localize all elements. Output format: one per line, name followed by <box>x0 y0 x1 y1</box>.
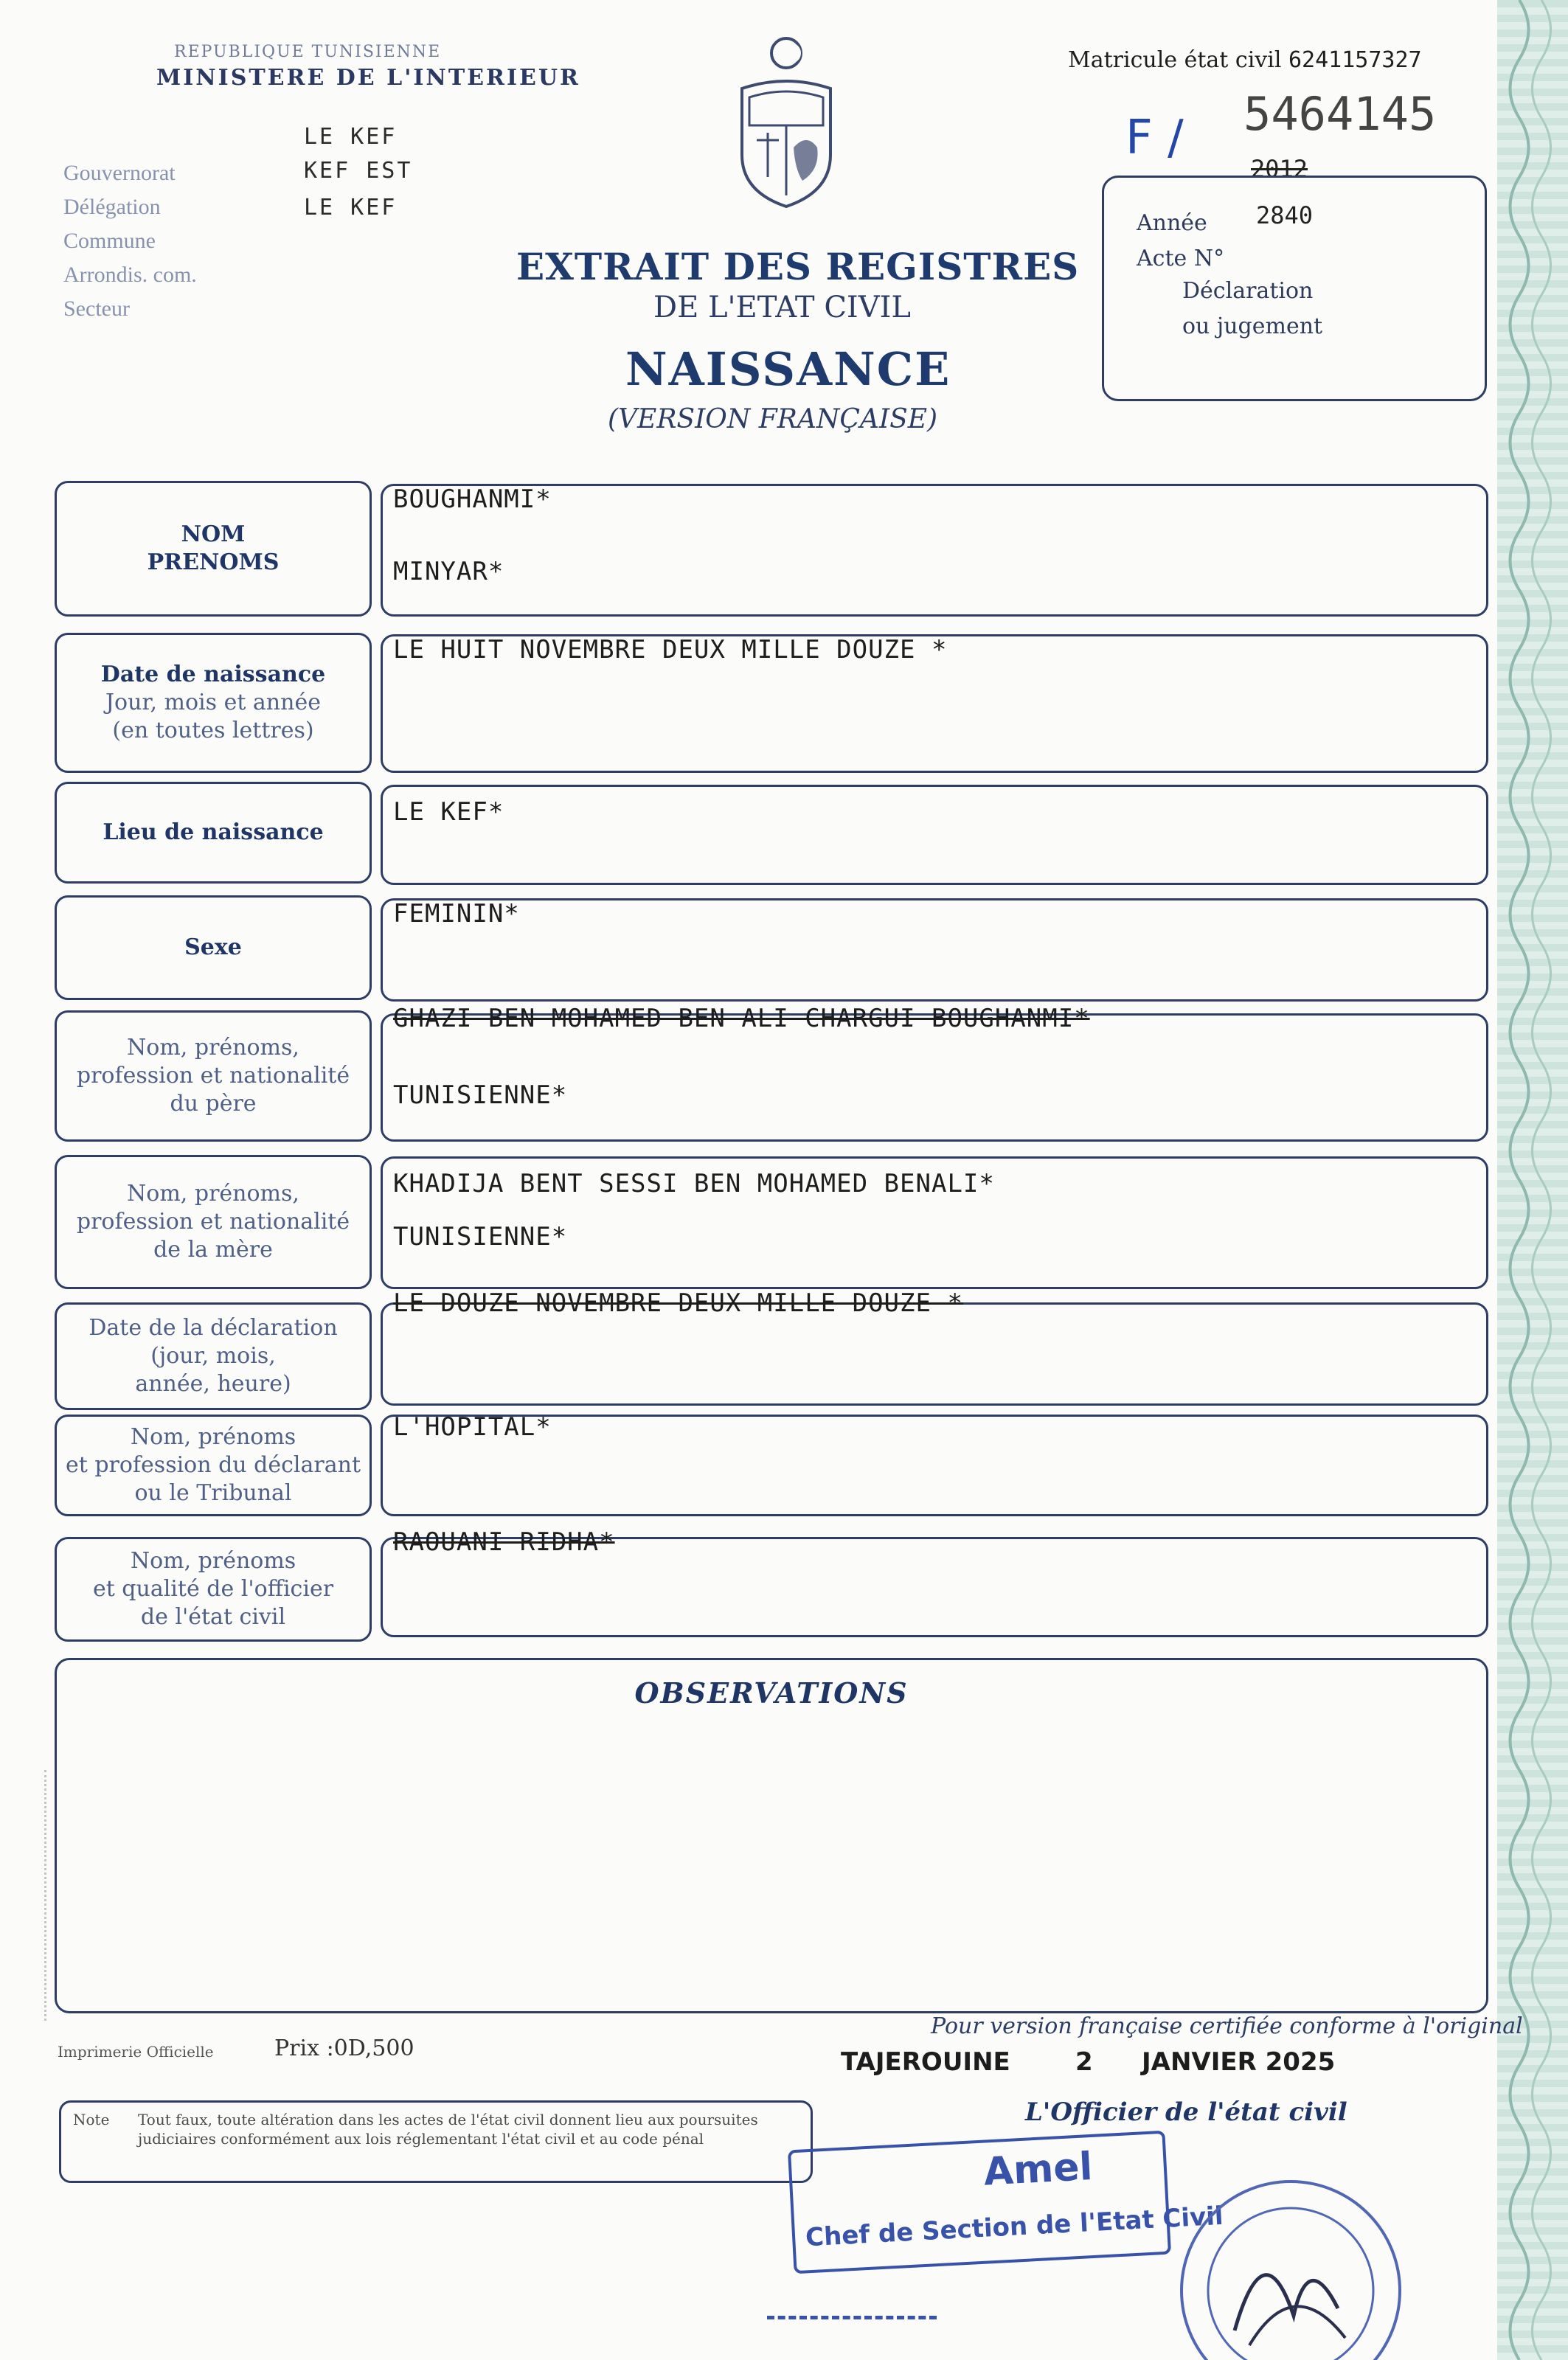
value-nom-prenoms <box>381 484 1488 617</box>
note-box <box>59 2100 813 2183</box>
delegation-value: KEF EST <box>304 158 413 184</box>
prix-label: Prix :0D,500 <box>274 2036 414 2061</box>
nom-value: BOUGHANMI* <box>393 485 552 514</box>
delegation-label: Délégation <box>63 195 161 219</box>
security-wave-border <box>1497 0 1568 2360</box>
label-mere: Nom, prénoms, profession et nationalité de la mère <box>55 1155 372 1289</box>
date-day: 2 <box>1075 2047 1093 2077</box>
stamp-name: Amel <box>982 2144 1094 2195</box>
annee-label: Année <box>1137 210 1207 236</box>
date-naissance-value: LE HUIT NOVEMBRE DEUX MILLE DOUZE * <box>393 635 948 664</box>
value-date-declaration <box>381 1288 1488 1406</box>
value-mere <box>381 1156 1488 1289</box>
declaration-label: Déclaration <box>1182 278 1314 304</box>
acte-label: Acte N° <box>1137 246 1225 271</box>
value-officier <box>381 1527 1488 1637</box>
secteur-label: Secteur <box>63 296 130 321</box>
officer-stamp <box>788 2131 1224 2274</box>
gouvernorat-label: Gouvernorat <box>63 161 176 185</box>
ministry-label: MINISTERE DE L'INTERIEUR <box>156 65 580 91</box>
observations-box <box>55 1658 1488 2013</box>
label-officier: Nom, prénoms et qualité de l'officier de l'état civil <box>55 1537 372 1642</box>
value-lieu-naissance <box>381 785 1488 885</box>
officier-value: RAOUANI RIDHA* <box>393 1527 615 1557</box>
title-line-2: DE L'ETAT CIVIL <box>653 291 911 324</box>
pere-name-value: GHAZI BEN MOHAMED BEN ALI CHARGUI BOUGHANMI* <box>393 1004 1090 1033</box>
gouvernorat-value: LE KEF <box>304 124 398 150</box>
coat-of-arms-icon <box>720 30 853 214</box>
value-date-naissance <box>381 634 1488 773</box>
arrondissement-label: Arrondis. com. <box>63 263 197 287</box>
matricule-label: Matricule état civil <box>1068 47 1282 73</box>
label-nom-prenoms: NOM PRENOMS <box>55 481 372 617</box>
label-lieu-naissance: Lieu de naissance <box>55 782 372 884</box>
side-print-mark <box>44 1770 61 2021</box>
observations-title: OBSERVATIONS <box>634 1676 909 1710</box>
sexe-value: FEMININ* <box>393 899 520 929</box>
commune-label: Commune <box>63 229 156 253</box>
matricule-value: 6241157327 <box>1288 47 1422 73</box>
registry-year: 2012 <box>1251 155 1308 183</box>
certification-text: Pour version française certifiée conforme à l'original <box>931 2013 1523 2039</box>
note-label: Note <box>73 2111 110 2128</box>
republic-label: REPUBLIQUE TUNISIENNE <box>174 43 442 61</box>
label-date-declaration: Date de la déclaration (jour, mois, année, heure) <box>55 1302 372 1410</box>
pere-nationalite-value: TUNISIENNE* <box>393 1080 568 1110</box>
form-number: 5464145 <box>1243 87 1437 141</box>
officer-title: L'Officier de l'état civil <box>1025 2097 1347 2127</box>
mere-nationalite-value: TUNISIENNE* <box>393 1222 568 1252</box>
ink-dash-mark <box>767 2316 937 2324</box>
label-date-naissance: Date de naissance Jour, mois et année (en toutes lettres) <box>55 633 372 773</box>
value-sexe <box>381 898 1488 1002</box>
date-declaration-value: LE DOUZE NOVEMBRE DEUX MILLE DOUZE * <box>393 1288 963 1318</box>
jugement-label: ou jugement <box>1182 313 1323 339</box>
prenom-value: MINYAR* <box>393 557 504 586</box>
place-label: TAJEROUINE <box>841 2047 1010 2077</box>
title-version: (VERSION FRANÇAISE) <box>608 404 938 434</box>
imprimerie-label: Imprimerie Officielle <box>58 2043 214 2061</box>
label-declarant: Nom, prénoms et profession du déclarant ou le Tribunal <box>55 1415 372 1516</box>
commune-value: LE KEF <box>304 195 398 221</box>
label-sexe: Sexe <box>55 895 372 1000</box>
note-text: Tout faux, toute altération dans les actes de l'état civil donnent lieu aux poursuites judiciaires conformément aux lois réglementant l'état civil et au code pénal <box>138 2111 758 2148</box>
mere-name-value: KHADIJA BENT SESSI BEN MOHAMED BENALI* <box>393 1169 995 1198</box>
official-seal-icon <box>1180 2180 1401 2360</box>
stamp-title: Chef de Section de l'Etat Civil <box>805 2201 1224 2253</box>
title-naissance: NAISSANCE <box>625 342 951 396</box>
lieu-naissance-value: LE KEF* <box>393 797 504 827</box>
date-month-year: JANVIER 2025 <box>1142 2047 1336 2077</box>
title-line-1: EXTRAIT DES REGISTRES <box>516 245 1080 288</box>
value-declarant <box>381 1412 1488 1516</box>
form-prefix: F / <box>1125 111 1184 165</box>
label-pere: Nom, prénoms, profession et nationalité du père <box>55 1010 372 1142</box>
annee-value: 2840 <box>1256 201 1314 229</box>
value-pere <box>381 1004 1488 1142</box>
declarant-value: L'HOPITAL* <box>393 1412 552 1442</box>
